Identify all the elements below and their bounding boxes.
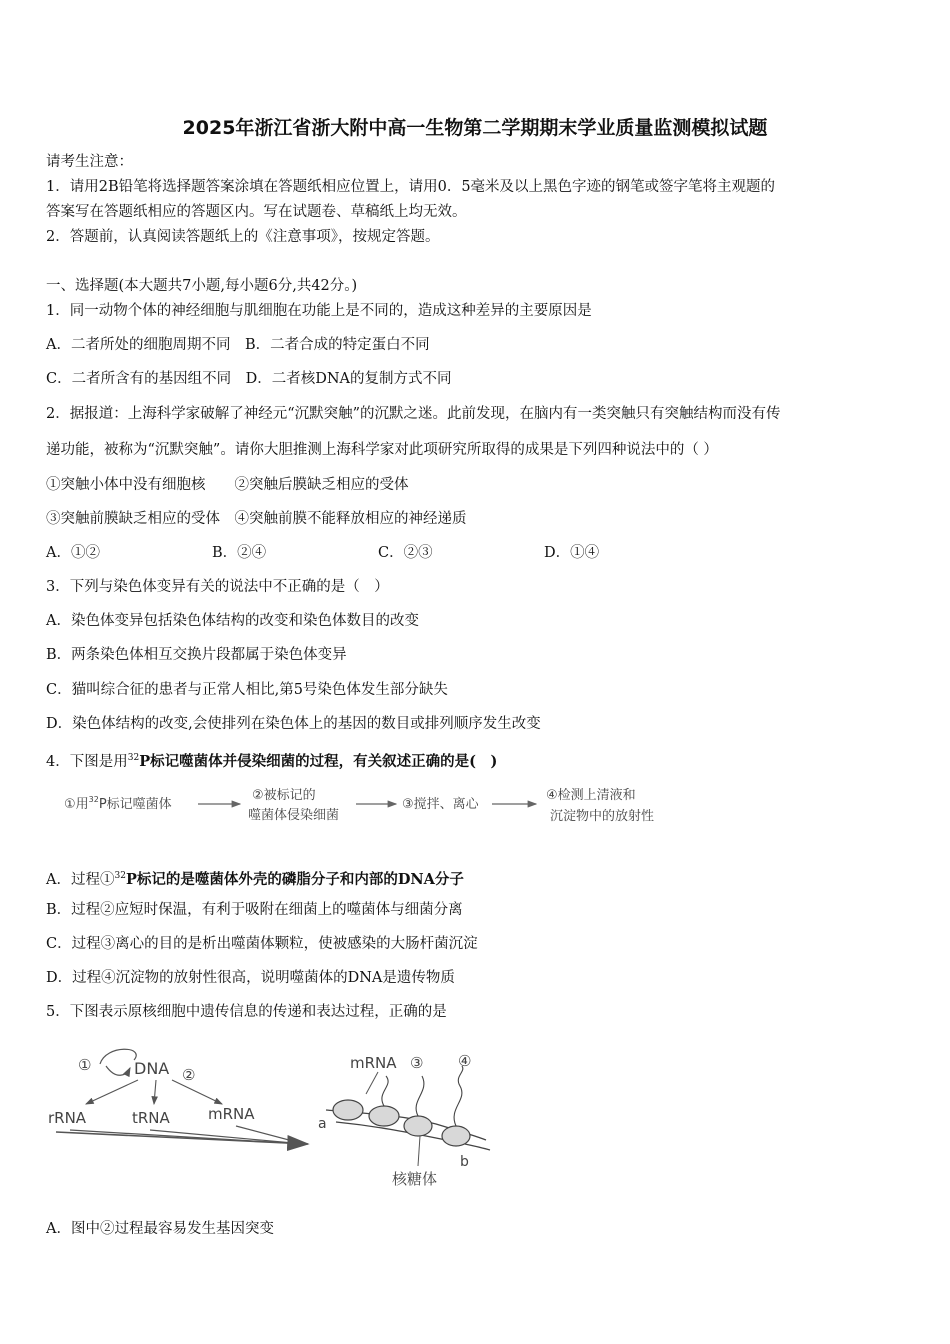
notice-item-1a: 1．请用2B铅笔将选择题答案涂填在答题纸相应位置上，请用0．5毫米及以上黑色字迹的钢笔或签字笔将主观题的 [46,179,776,195]
fig5-circle-2: ② [182,1066,196,1084]
notice-heading: 请考生注意： [46,154,133,170]
q4-option-c: C．过程③离心的目的是析出噬菌体颗粒，使被感染的大肠杆菌沉淀 [46,936,478,952]
fig5-ribosome-2 [369,1106,399,1126]
fig5-ribosome-pointer [418,1136,420,1166]
fig5-ribosome-3 [404,1116,432,1136]
fig4-step2a: ②被标记的 [252,788,316,803]
q4-option-d: D．过程④沉淀物的放射性很高，说明噬菌体的DNA是遗传物质 [46,970,455,986]
q2-stem-b: 递功能，被称为“沉默突触”。请你大胆推测上海科学家对此项研究所取得的成果是下列四种说法中的（ ） [46,442,718,458]
q2-statements-34: ③突触前膜缺乏相应的受体 ④突触前膜不能释放相应的神经递质 [46,511,467,527]
section-heading: 一、选择题(本大题共7小题,每小题6分,共42分。) [46,278,358,294]
gene-expression-diagram [46,1046,506,1196]
q4-option-a-post: P标记的是噬菌体外壳的磷脂分子和内部的DNA分子 [125,870,464,888]
q1-options-cd: C．二者所含有的基因组不同 D．二者核DNA的复制方式不同 [46,371,452,387]
fig5-circle-1: ① [78,1056,92,1074]
fig5-rrna: rRNA [48,1109,87,1127]
q4-stem-sup: 32 [127,753,140,763]
fig5-label-a: a [318,1116,327,1132]
fig4-step4b: 沉淀物中的放射性 [550,809,655,824]
fig5-peptide-2 [416,1076,424,1116]
q2-statements-12: ①突触小体中没有细胞核 ②突触后膜缺乏相应的受体 [46,477,409,493]
page-title: 2025年浙江省浙大附中高一生物第二学期期末学业质量监测模拟试题 [182,117,768,139]
q5-stem: 5．下图表示原核细胞中遗传信息的传递和表达过程，正确的是 [46,1004,447,1020]
q4-stem [46,748,497,772]
q4-option-a-pre: A．过程① [46,871,115,888]
q2-stem-a: 2．据报道：上海科学家破解了神经元“沉默突触”的沉默之迷。此前发现，在脑内有一类突触只有突触结构而没有传 [46,406,781,422]
q3-option-a: A．染色体变异包括染色体结构的改变和染色体数目的改变 [46,613,419,629]
q2-option-d: D．①④ [544,545,600,561]
fig5-circle-4: ④ [458,1052,472,1070]
q4-stem-post: P标记噬菌体并侵染细菌的过程，有关叙述正确的是( ) [139,752,498,770]
q2-option-c: C．②③ [378,545,433,561]
phage-process-diagram [60,786,680,836]
q2-options [46,543,599,563]
fig5-mrna-2: mRNA [350,1054,397,1072]
q1-stem: 1．同一动物个体的神经细胞与肌细胞在功能上是不同的，造成这种差异的主要原因是 [46,303,592,319]
fig5-dna: DNA [134,1059,170,1078]
q1-options-ab: A．二者所处的细胞周期不同 B．二者合成的特定蛋白不同 [46,337,430,353]
q2-option-a: A．①② [46,545,100,561]
fig5-mrna: mRNA [208,1105,255,1123]
fig5-arrow-trna [154,1080,156,1104]
fig4-step3: ③搅拌、离心 [402,797,479,812]
fig4-step2b: 噬菌体侵染细菌 [248,808,340,823]
fig5-arrow-mrna [172,1080,222,1104]
q3-option-d: D．染色体结构的改变,会使排列在染色体上的基因的数目或排列顺序发生改变 [46,716,541,732]
fig5-ribosome-4 [442,1126,470,1146]
fig5-mrna-pointer [366,1072,378,1094]
fig5-replication-loop [100,1049,136,1064]
q3-stem: 3．下列与染色体变异有关的说法中不正确的是（ ） [46,579,389,595]
q4-stem-pre: 4．下图是用 [46,753,128,770]
fig5-ribosome-1 [333,1100,363,1120]
fig5-circle-3: ③ [410,1054,424,1072]
fig5-replication-arrow [106,1066,130,1075]
q2-option-b: B．②④ [212,545,267,561]
fig4-step4a: ④检测上清液和 [546,788,636,803]
fig5-peptide-3 [454,1066,463,1126]
fig5-ribosome-label: 核糖体 [392,1170,438,1188]
fig5-main-arrow [56,1132,308,1144]
fig5-label-b: b [460,1154,469,1170]
q4-option-a-sup: 32 [114,871,126,881]
fig5-arrow-rrna [86,1080,138,1104]
fig5-peptide-1 [382,1076,388,1106]
notice-item-2: 2．答题前，认真阅读答题纸上的《注意事项》，按规定答题。 [46,229,440,245]
q3-option-b: B．两条染色体相互交换片段都属于染色体变异 [46,647,347,663]
fig4-step1: ①用$^{32}$P标记噬菌体 [64,795,172,812]
q4-option-b: B．过程②应短时保温，有利于吸附在细菌上的噬菌体与细菌分离 [46,902,463,918]
notice-item-1b: 答案写在答题纸相应的答题区内。写在试题卷、草稿纸上均无效。 [46,204,467,220]
q3-option-c: C．猫叫综合征的患者与正常人相比,第5号染色体发生部分缺失 [46,682,448,698]
q4-option-a [46,866,464,890]
q5-option-a: A．图中②过程最容易发生基因突变 [46,1221,274,1237]
fig5-trna: tRNA [132,1109,170,1127]
